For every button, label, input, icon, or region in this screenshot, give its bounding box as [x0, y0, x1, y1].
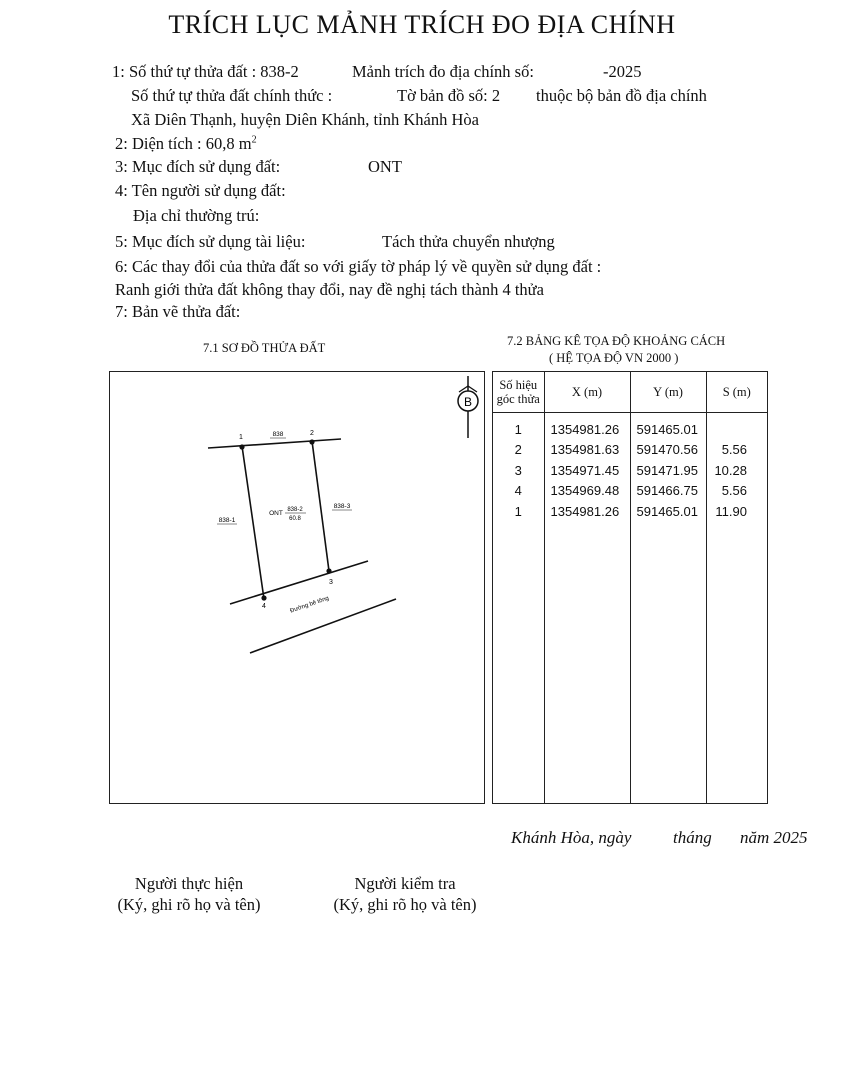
signer-checker-title: Người kiểm tra — [354, 874, 456, 893]
date-year: năm 2025 — [740, 828, 808, 847]
owner-label: 4: Tên người sử dụng đất: — [115, 181, 286, 200]
coordinate-table-box — [492, 371, 768, 804]
date-place: Khánh Hòa, ngày — [511, 828, 632, 847]
cell-x: 1354981.26 — [544, 501, 630, 522]
table-row — [493, 460, 767, 481]
boundary-right-line — [312, 441, 329, 571]
cell-code: 1 — [493, 419, 544, 440]
address-label: Địa chỉ thường trú: — [133, 206, 260, 225]
cell-x: 1354981.63 — [544, 440, 630, 461]
header-s: S (m) — [706, 372, 767, 413]
cell-y: 591471.95 — [630, 460, 706, 481]
vertex-1-label: 1 — [239, 434, 243, 441]
document-purpose-label: 5: Mục đích sử dụng tài liệu: — [115, 232, 306, 251]
cell-code: 1 — [493, 501, 544, 522]
sheet-number-value: -2025 — [603, 62, 642, 81]
cell-x: 1354969.48 — [544, 481, 630, 502]
parcel-number-fraction: 838-2 — [287, 507, 303, 513]
boundary-top-line — [208, 439, 341, 448]
cell-code: 4 — [493, 481, 544, 502]
vertex-4-marker — [261, 595, 266, 600]
table-header-row — [493, 372, 767, 413]
parcel-838-1-label: 838-1 — [218, 517, 236, 524]
parcel-838-3-label: 838-3 — [333, 503, 351, 510]
table-row — [493, 481, 767, 502]
date-month: tháng — [673, 828, 712, 847]
official-parcel-label: Số thứ tự thửa đất chính thức : — [131, 86, 333, 105]
header-x: X (m) — [544, 372, 630, 413]
cell-y: 591466.75 — [630, 481, 706, 502]
cell-s: 5.56 — [721, 483, 747, 499]
sketch-section-title: 7.1 SƠ ĐỒ THỬA ĐẤT — [203, 341, 326, 355]
table-filler-row — [493, 522, 767, 804]
land-use-label: 3: Mục đích sử dụng đất: — [115, 157, 281, 176]
parcel-838-label: 838 — [272, 431, 284, 438]
cell-y: 591465.01 — [630, 419, 706, 440]
land-use-code: ONT — [269, 510, 283, 517]
table-section-subtitle: ( HỆ TỌA ĐỘ VN 2000 ) — [549, 351, 679, 365]
cell-s: 11.90 — [715, 503, 747, 519]
road-edge-line — [250, 599, 396, 653]
cell-x: 1354971.45 — [544, 460, 630, 481]
signer-checker — [316, 873, 494, 915]
drawing-label: 7: Bản vẽ thửa đất: — [115, 302, 241, 321]
table-row — [493, 501, 767, 522]
document-purpose-value: Tách thửa chuyển nhượng — [382, 232, 555, 251]
cell-code: 2 — [493, 440, 544, 461]
vertex-2-marker — [309, 439, 314, 444]
signer-performer-note: (Ký, ghi rõ họ và tên) — [117, 895, 261, 914]
map-sheet-number: Tờ bản đồ số: 2 — [397, 86, 501, 105]
cell-s: 10.28 — [714, 462, 747, 478]
vertex-1-marker — [239, 444, 244, 449]
table-row — [493, 419, 767, 440]
north-arrow-letter: B — [463, 395, 473, 409]
area-line: 2: Diện tích : 60,8 $m^2$ — [115, 134, 257, 153]
cell-x: 1354981.26 — [544, 419, 630, 440]
changes-value: Ranh giới thửa đất không thay đổi, nay đề nghị tách thành 4 thửa — [115, 280, 544, 299]
table-row — [493, 440, 767, 461]
north-arrow-icon — [458, 376, 478, 438]
parcel-area-fraction: 60.8 — [289, 516, 301, 522]
cell-y: 591465.01 — [630, 501, 706, 522]
land-use-value: ONT — [368, 157, 402, 176]
coordinate-table — [493, 372, 767, 803]
header-vertex-code-line2: góc thửa — [496, 392, 540, 406]
parcel-sketch — [110, 372, 486, 805]
cell-s — [706, 419, 767, 440]
header-vertex-code — [493, 372, 544, 413]
map-set-text: thuộc bộ bản đồ địa chính — [536, 86, 707, 105]
parcel-number-line: 1: Số thứ tự thửa đất : 838-2 — [112, 62, 299, 81]
location-line: Xã Diên Thạnh, huyện Diên Khánh, tỉnh Khánh Hòa — [131, 110, 479, 129]
signer-performer — [100, 873, 278, 915]
boundary-front-line — [230, 561, 368, 604]
table-section-title: 7.2 BẢNG KÊ TỌA ĐỘ KHOẢNG CÁCH — [507, 334, 726, 348]
road-label: Đường bê tông — [289, 595, 330, 615]
signer-checker-note: (Ký, ghi rõ họ và tên) — [333, 895, 477, 914]
parcel-sketch-box — [109, 371, 485, 804]
header-y: Y (m) — [630, 372, 706, 413]
boundary-left-line — [242, 446, 264, 599]
vertex-3-label: 3 — [329, 579, 333, 586]
vertex-4-label: 4 — [262, 603, 266, 610]
changes-label: 6: Các thay đổi của thửa đất so với giấy tờ pháp lý về quyền sử dụng đất : — [115, 257, 602, 276]
header-vertex-code-line1: Số hiệu — [499, 378, 538, 392]
vertex-3-marker — [326, 568, 331, 573]
document-title: TRÍCH LỤC MẢNH TRÍCH ĐO ĐỊA CHÍNH — [168, 10, 676, 39]
cell-code: 3 — [493, 460, 544, 481]
area-unit-superscript: 2 — [251, 134, 257, 146]
vertex-2-label: 2 — [310, 430, 314, 437]
sheet-number-label: Mảnh trích đo địa chính số: — [352, 62, 534, 81]
cell-s: 5.56 — [721, 442, 747, 458]
signer-performer-title: Người thực hiện — [134, 874, 244, 893]
cell-y: 591470.56 — [630, 440, 706, 461]
